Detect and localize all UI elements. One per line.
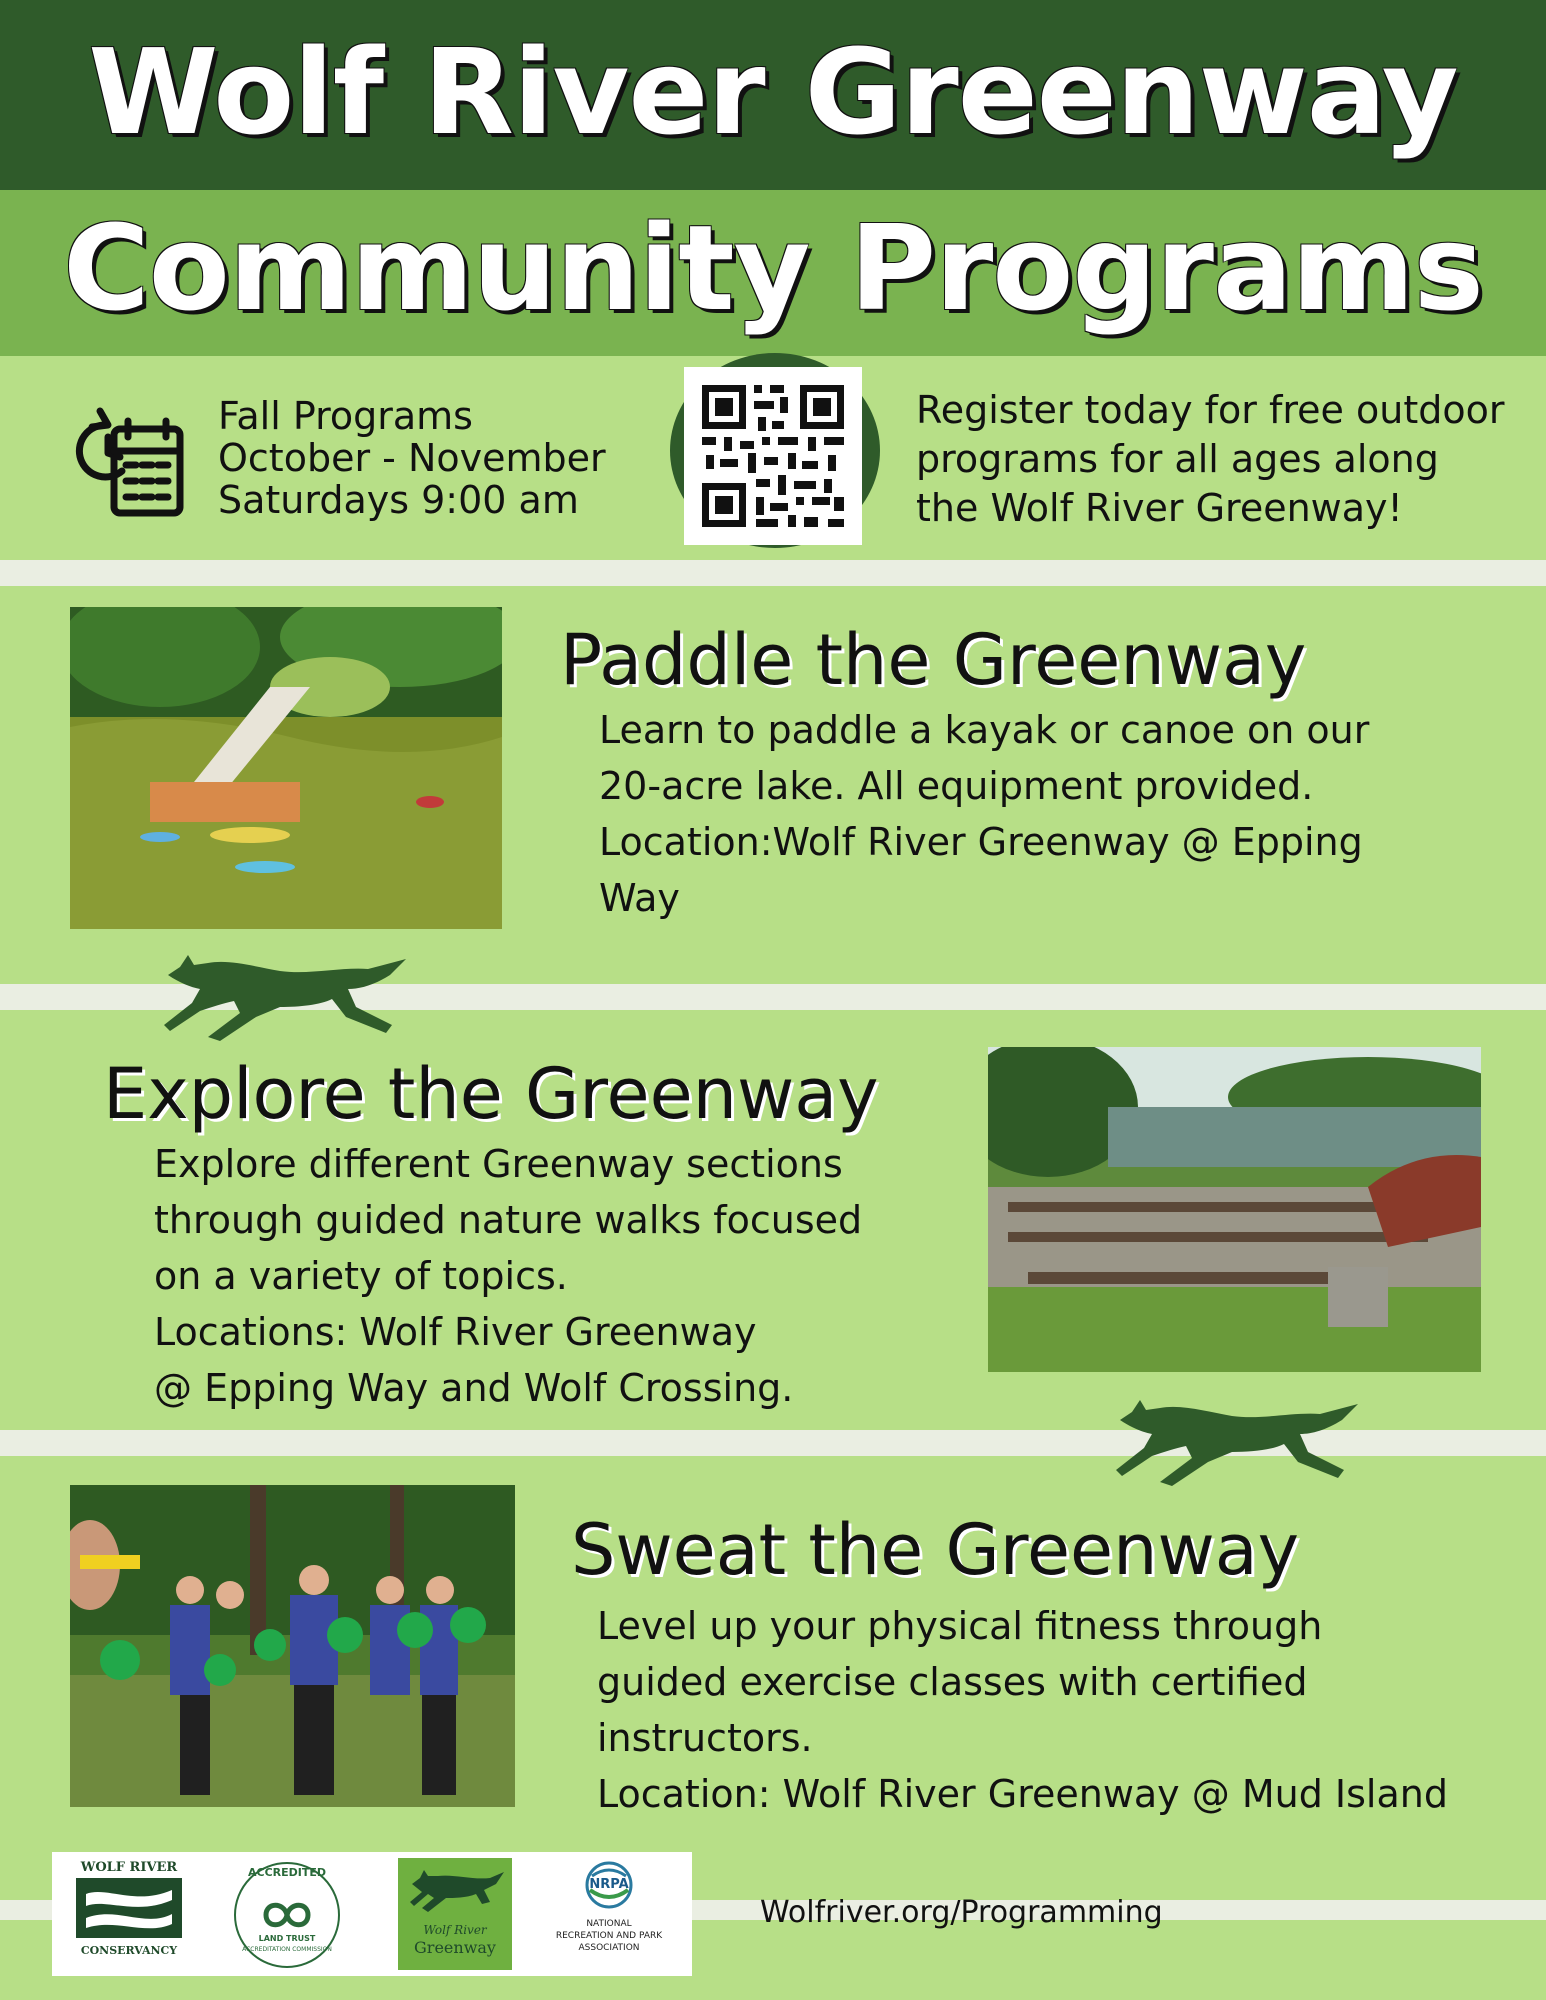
explore-line-5: @ Epping Way and Wolf Crossing. [154,1366,794,1410]
title-line-2: Community Programs [63,199,1483,337]
website-link[interactable]: Wolfriver.org/Programming [760,1895,1163,1930]
title-line-1: Wolf River Greenway [88,23,1458,161]
register-line-2: programs for all ages along [916,437,1439,481]
greenway-wolf-icon [398,1858,512,1918]
paddle-description [599,702,1369,926]
wolf-river-conservancy-logo [66,1860,192,1968]
sweat-line-4: Location: Wolf River Greenway @ Mud Island [597,1772,1448,1816]
explore-title: Explore the Greenway [103,1053,879,1135]
wolf-running-icon-1 [160,945,410,1050]
wrc-name-bottom: CONSERVANCY [80,1944,178,1957]
schedule-line-3: Saturdays 9:00 am [218,478,579,522]
register-line-1: Register today for free outdoor [916,388,1505,432]
qr-code-icon [684,367,862,545]
explore-line-2: through guided nature walks focused [154,1198,863,1242]
accredited-seal-logo [232,1860,342,1970]
qr-code[interactable] [684,367,862,545]
paddle-line-4: Way [599,876,680,920]
sweat-line-1: Level up your physical fitness through [597,1604,1323,1648]
wolf-running-icon-2 [1112,1390,1362,1495]
paddle-line-1: Learn to paddle a kayak or canoe on our [599,708,1370,752]
land-trust-word: LAND TRUST [258,1934,316,1943]
paddle-title: Paddle the Greenway [560,619,1307,701]
sweat-title: Sweat the Greenway [571,1509,1300,1591]
paddle-photo [70,607,502,929]
schedule-line-2: October - November [218,436,606,480]
accreditation-commission-word: ACCREDITATION COMMISSION [242,1946,332,1953]
schedule-line-1: Fall Programs [218,394,473,438]
greenway-logo-line-1: Wolf River [423,1923,487,1937]
nrpa-full-name [534,1918,684,1954]
divider-1 [0,560,1546,586]
greenway-logo-line-2: Greenway [414,1938,496,1957]
sweat-description [597,1598,1448,1822]
explore-photo-image [988,1047,1481,1372]
accredited-word: ACCREDITED [247,1866,326,1879]
explore-line-4: Locations: Wolf River Greenway [154,1310,757,1354]
register-text [916,386,1504,533]
wrc-name-top: WOLF RIVER [80,1860,178,1875]
paddle-photo-image [70,607,502,929]
wrc-emblem-icon [66,1876,192,1940]
register-line-3: the Wolf River Greenway! [916,486,1403,530]
sweat-line-2: guided exercise classes with certified [597,1660,1308,1704]
partner-logos [52,1852,692,1976]
nrpa-line-2: RECREATION AND PARK [555,1931,663,1941]
explore-line-3: on a variety of topics. [154,1254,568,1298]
schedule-text [218,395,606,521]
nrpa-logo [534,1860,684,1970]
sweat-photo-image [70,1485,515,1807]
nrpa-abbr: NRPA [589,1877,629,1892]
explore-photo [988,1047,1481,1372]
nrpa-line-1: NATIONAL [586,1919,632,1929]
explore-description [154,1136,862,1416]
wolf-river-greenway-logo [398,1858,512,1970]
sweat-line-3: instructors. [597,1716,813,1760]
explore-line-1: Explore different Greenway sections [154,1142,843,1186]
paddle-line-2: 20-acre lake. All equipment provided. [599,764,1314,808]
sweat-photo [70,1485,515,1807]
paddle-line-3: Location:Wolf River Greenway @ Epping [599,820,1363,864]
calendar-clock-icon [62,395,190,523]
nrpa-line-3: ASSOCIATION [578,1943,640,1953]
